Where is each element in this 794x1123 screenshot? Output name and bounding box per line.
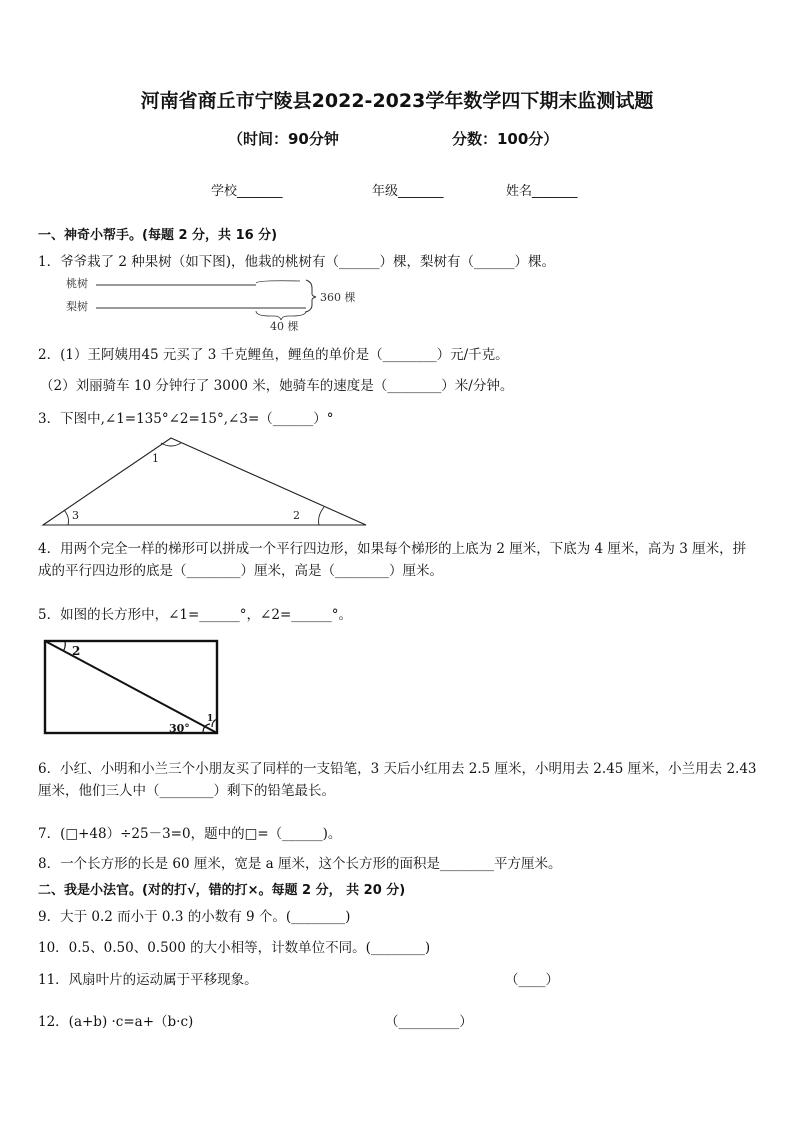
angle-1-label: 1: [207, 714, 214, 724]
angle-2-label: 2: [293, 509, 300, 522]
tree-line-diagram: [60, 274, 370, 334]
total-label: 360 棵: [320, 291, 356, 304]
school-field: 学校_______: [211, 184, 283, 199]
question-3: 3．下图中,∠1=135°∠2=15°,∠3=（______）°: [38, 411, 334, 427]
question-12-blank: （_________）: [385, 1014, 473, 1030]
question-8: 8．一个长方形的长是 60 厘米，宽是 a 厘米，这个长方形的面积是________平方厘米。: [38, 856, 562, 872]
exam-time: （时间：90分钟: [228, 130, 339, 148]
question-12: 12．(a+b) ·c=a+（b·c): [38, 1014, 194, 1030]
angle-30-label: 30°: [169, 722, 190, 735]
question-9: 9．大于 0.2 而小于 0.3 的小数有 9 个。(________): [38, 909, 351, 925]
question-5: 5．如图的长方形中，∠1=______°，∠2=______°。: [38, 607, 353, 623]
peach-label: 桃树: [66, 277, 88, 290]
question-11: 11．风扇叶片的运动属于平移现象。: [38, 972, 258, 988]
question-2-part-2: （2）刘丽骑车 10 分钟行了 3000 米，她骑车的速度是（________）米/分钟。: [40, 378, 514, 394]
question-2-part-1: 2．(1）王阿姨用45 元买了 3 千克鲤鱼，鲤鱼的单价是（________）元/千克。: [38, 347, 509, 363]
question-1: 1．爷爷栽了 2 种果树（如下图)，他栽的桃树有（______）棵，梨树有（______）棵。: [38, 254, 556, 270]
angle-3-label: 3: [72, 509, 79, 522]
triangle-diagram: [40, 432, 370, 528]
rectangle-diagram: [42, 637, 222, 737]
question-7: 7．(□+48）÷25－3=0，题中的□=（______)。: [38, 826, 342, 842]
question-11-blank: （____）: [505, 972, 559, 988]
page-title: 河南省商丘市宁陵县2022-2023学年数学四下期末监测试题: [140, 90, 654, 112]
angle-2-label: 2: [72, 644, 81, 658]
pear-label: 梨树: [66, 300, 88, 313]
question-10: 10．0.5、0.50、0.500 的大小相等，计数单位不同。(________): [38, 940, 431, 956]
grade-field: 年级_______: [372, 184, 444, 199]
difference-label: 40 棵: [270, 320, 299, 333]
question-4: 4．用两个完全一样的梯形可以拼成一个平行四边形，如果每个梯形的上底为 2 厘米，下底为 4 厘米，高为 3 厘米，拼成的平行四边形的底是（________）厘米，高是（________）厘米。: [38, 541, 747, 579]
angle-1-label: 1: [152, 452, 159, 465]
section-2-heading: 二、我是小法官。(对的打√，错的打×。每题 2 分， 共 20 分): [38, 883, 406, 898]
section-1-heading: 一、神奇小帮手。(每题 2 分，共 16 分): [38, 228, 278, 243]
question-6: 6．小红、小明和小兰三个小朋友买了同样的一支铅笔，3 天后小红用去 2.5 厘米，小明用去 2.45 厘米，小兰用去 2.43 厘米，他们三人中（________）剩下的铅笔最长。: [38, 761, 757, 799]
name-field: 姓名_______: [506, 184, 578, 199]
exam-score: 分数：100分）: [452, 130, 559, 148]
